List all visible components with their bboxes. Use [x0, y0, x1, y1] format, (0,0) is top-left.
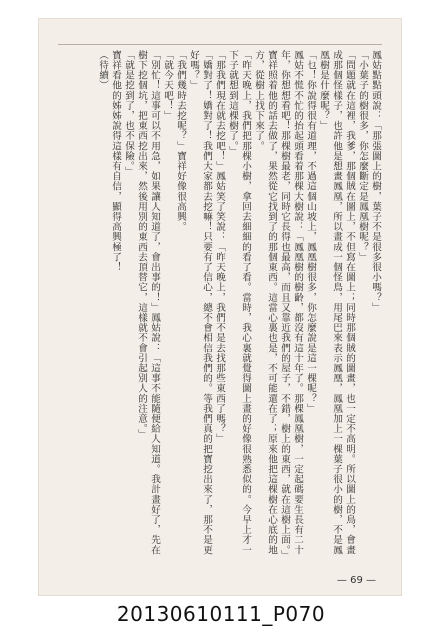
- text-line: 鳳姑不慌不忙的抬起頭看着那棵大樹說：「鳳凰樹的樹齡，都沒有這十年了。那棵鳳凰樹，一定起碼要生長有二十年，你想想看吧！那棵樹最老，同時它長得也最高，而且又靠近我們的屋子，不錯，樹上的東西，就在這樹上面。」: [279, 50, 303, 560]
- page-number: — 69 —: [336, 575, 376, 586]
- text-line: 「別忙！這事可以不用急，如果讓人知道了，會出事的！」鳳姑說：「這事不能隨便給人知道。我計畫好了，先在樹下挖個坑，把東西挖出來，然後用別的東西去頂替它，這樣就不會引起別人的注意。」: [136, 50, 160, 555]
- text-line: 「就今天吧！」: [162, 50, 173, 121]
- text-line: 「問題就在這裡，我爹，那個賊在圖上，不但寫在圖上；同時那個賊的圖畫，也一定不高明。所以圖上的鳥，會畫成那個怪樣子，也許他是想畫鳳凰，所以畫成一個怪鳥，用尾巴來表示鳳凰，鳳凰加上一棵葉子很小的樹，不是鳳凰樹是什麼呢？」: [318, 50, 355, 555]
- text-line: 「小葉子的樹很多，你怎麼斷定是鳳凰樹呢？」: [357, 50, 368, 263]
- vertical-text-column: [58, 50, 382, 560]
- text-line: 寶祥看他的姊姊說得這樣有自信，顯得高興極了！: [110, 50, 121, 273]
- to-be-continued-note: （待續）: [97, 50, 108, 91]
- text-line: 鳳姑點點頭說：「那張圖上的樹，葉子不是很多很小嗎？」: [370, 50, 381, 313]
- header-rule: [58, 44, 382, 45]
- text-line: 寶祥照着他的話去做了，果然從它找到了的那個東西。這當心裏也是，不可能還在了；原來他把這棵樹在心底的地方，從樹上找下來了。: [253, 50, 277, 555]
- text-line: 「就是挖到了，也不保險。」: [123, 50, 134, 177]
- text-line: 「乜！你說得很有道理，不過這個山坡上，鳳凰樹很多，你怎麼說是這一棵呢？」: [305, 50, 316, 414]
- text-line: 「嬌對了！嬌對了！我們大家都去挖嘛！只要有了信心，總不會相信我們的。等我們真的把寶挖出來了，那不是更好嗎？」: [188, 50, 212, 555]
- text-line: 「昨天晚上，我們把那棵小樹，拿回去細細的看了看。當時，我心裏就覺得圖上畫的好像很熟悉似的。今早上才一下子就想到這棵樹了。」: [227, 50, 251, 555]
- text-line: 「我們幾時去挖呢？」寶祥好像很高興。: [175, 50, 186, 232]
- book-page: [38, 18, 402, 596]
- image-caption: 20130610111_P070: [116, 602, 326, 626]
- text-line: 「那我們現在就去挖吧！」鳳姑笑了笑說：「昨天晚上，我們不是去找那些東西了嗎？」: [214, 50, 225, 444]
